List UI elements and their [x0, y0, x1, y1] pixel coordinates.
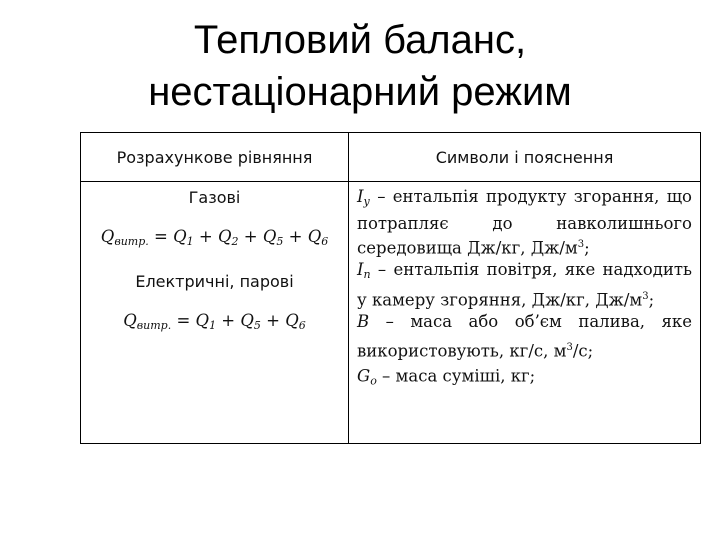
formula-gas-op1: +	[193, 227, 218, 246]
table-body-row	[81, 182, 701, 444]
definition-ip	[357, 259, 692, 311]
header-equation: Розрахункове рівняння	[81, 133, 349, 182]
formula-gas	[81, 227, 348, 248]
formula-gas-term1-sub: 1	[186, 235, 194, 248]
formula-gas-eq: =	[148, 227, 174, 246]
definition-go-symbol-sub: о	[370, 374, 377, 388]
section-gas-title: Газові	[188, 188, 241, 207]
definition-iy-symbol-sub: у	[363, 195, 370, 208]
formula-gas-term2-sub: 2	[231, 235, 239, 248]
formula-electric-term2: Q	[240, 311, 254, 330]
definition-ip-text: – ентальпія повітря, яке надходить у камеру згоряння, Дж/кг, Дж/м	[357, 260, 692, 309]
title-line-1: Тепловий баланс,	[193, 18, 527, 62]
formula-gas-op2: +	[238, 227, 263, 246]
formula-electric-term3-sub: 6	[298, 319, 306, 332]
definition-go-text: – маса суміші, кг;	[376, 366, 536, 386]
formula-electric-term1: Q	[195, 311, 210, 330]
formula-electric-term3: Q	[285, 311, 299, 330]
definition-go-symbol: G	[357, 366, 371, 386]
header-symbols: Символи і пояснення	[349, 133, 701, 182]
formula-gas-lhs-sub: витр.	[114, 235, 149, 248]
formula-gas-term3: Q	[262, 227, 277, 246]
title-line-2: нестаціонарний режим	[148, 70, 572, 114]
slide-title	[0, 14, 720, 118]
formula-gas-term4: Q	[307, 227, 322, 246]
definition-b	[357, 311, 692, 363]
definition-go	[357, 362, 692, 392]
table-header-row	[81, 133, 701, 182]
definition-ip-sup: 3	[642, 290, 649, 302]
formula-electric-eq: =	[171, 311, 196, 330]
definition-b-tail: /с;	[572, 341, 594, 361]
definition-b-sup: 3	[566, 342, 573, 353]
definition-iy-sup: 3	[577, 239, 585, 250]
formula-gas-term3-sub: 5	[276, 235, 284, 248]
formula-gas-op3: +	[283, 227, 308, 246]
formula-electric-term2-sub: 5	[253, 319, 261, 332]
formula-electric-term1-sub: 1	[209, 319, 217, 332]
heat-balance-table	[80, 132, 701, 444]
formula-electric-lhs-sub: витр.	[136, 319, 172, 332]
formula-gas-term4-sub: 6	[321, 235, 329, 248]
section-electric-title: Електричні, парові	[135, 272, 294, 291]
definition-b-text: – маса або об’єм палива, яке використовують, кг/с, м	[357, 311, 692, 361]
definition-iy	[357, 186, 692, 259]
definition-iy-tail: ;	[584, 238, 590, 258]
formula-electric-op2: +	[260, 311, 286, 330]
definitions-cell	[349, 182, 701, 444]
definition-b-symbol: B	[357, 311, 370, 331]
formula-electric	[81, 311, 348, 332]
definition-iy-symbol: I	[357, 187, 364, 206]
definition-ip-tail: ;	[648, 290, 655, 309]
formula-gas-term1: Q	[173, 227, 187, 246]
formula-gas-term2: Q	[217, 227, 232, 246]
definition-ip-symbol: I	[357, 260, 364, 279]
formula-electric-op1: +	[216, 311, 241, 330]
definition-iy-text: – ентальпія продукту згорання, що потрапляє до навколишнього середовища Дж/кг, Дж/м	[357, 187, 692, 258]
formula-gas-lhs: Q	[100, 227, 115, 246]
definition-ip-symbol-sub: п	[363, 268, 371, 281]
equations-cell	[81, 182, 349, 444]
formula-electric-lhs: Q	[123, 311, 137, 330]
